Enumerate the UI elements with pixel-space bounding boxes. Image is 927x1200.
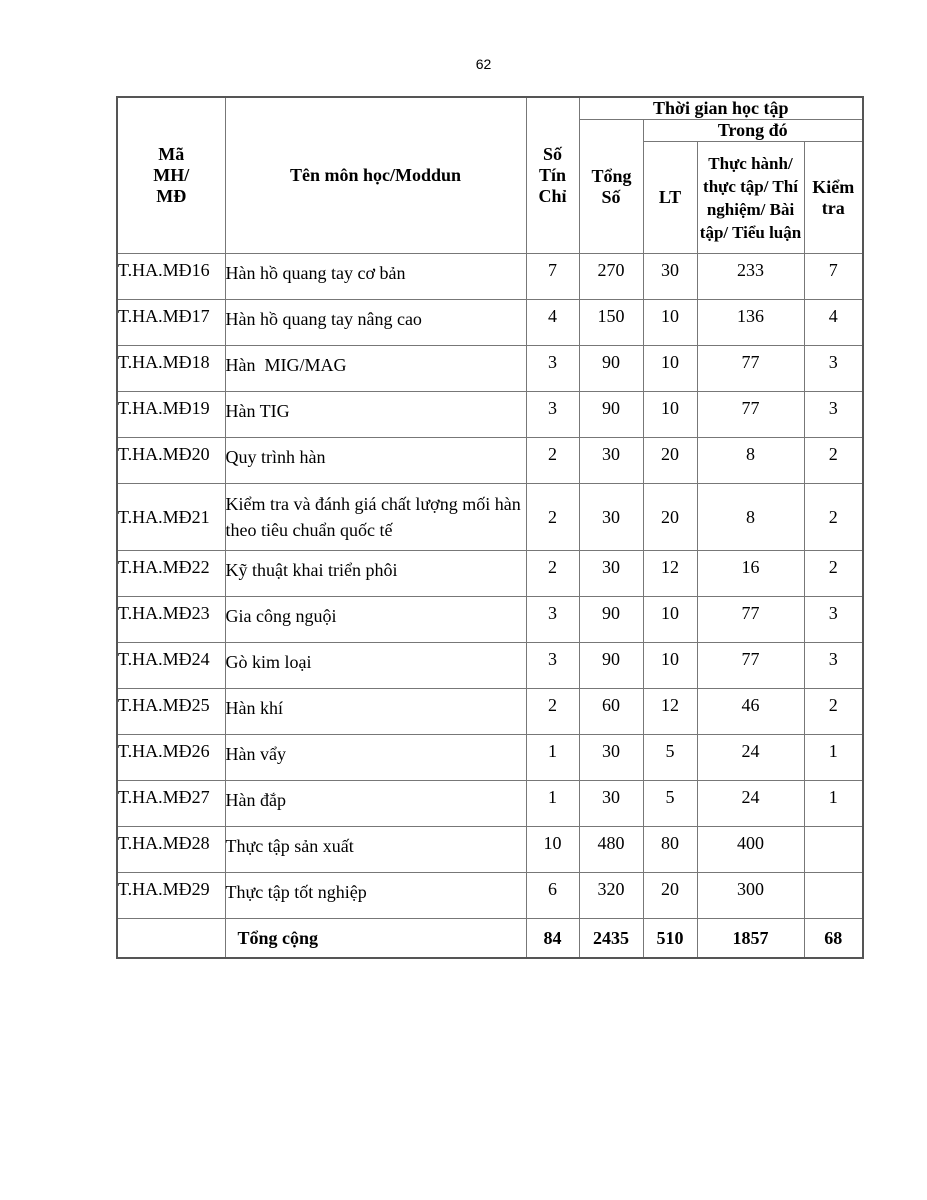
row-code: T.HA.MĐ16 xyxy=(117,254,225,300)
row-code: T.HA.MĐ19 xyxy=(117,392,225,438)
row-exam: 1 xyxy=(804,735,863,781)
header-theory: LT xyxy=(643,142,697,254)
header-total: Tổng Số xyxy=(579,120,643,254)
row-exam: 3 xyxy=(804,392,863,438)
row-name: Hàn khí xyxy=(225,689,526,735)
table-row xyxy=(117,438,863,484)
row-credits: 1 xyxy=(526,781,579,827)
table-row xyxy=(117,735,863,781)
total-exam: 68 xyxy=(804,919,863,959)
row-code: T.HA.MĐ26 xyxy=(117,735,225,781)
curriculum-table xyxy=(116,96,864,959)
row-exam: 7 xyxy=(804,254,863,300)
total-code xyxy=(117,919,225,959)
row-practice: 77 xyxy=(697,346,804,392)
table-row xyxy=(117,827,863,873)
row-name: Kiểm tra và đánh giá chất lượng mối hàn theo tiêu chuẩn quốc tế xyxy=(225,484,526,551)
row-total: 150 xyxy=(579,300,643,346)
row-theory: 12 xyxy=(643,689,697,735)
row-exam: 3 xyxy=(804,597,863,643)
row-name: Hàn TIG xyxy=(225,392,526,438)
table-row xyxy=(117,254,863,300)
row-name: Hàn MIG/MAG xyxy=(225,346,526,392)
table-header xyxy=(117,97,863,254)
table-row xyxy=(117,873,863,919)
row-name: Hàn đắp xyxy=(225,781,526,827)
table-row xyxy=(117,781,863,827)
row-exam: 4 xyxy=(804,300,863,346)
total-theory: 510 xyxy=(643,919,697,959)
row-credits: 4 xyxy=(526,300,579,346)
row-credits: 10 xyxy=(526,827,579,873)
row-exam: 2 xyxy=(804,484,863,551)
row-practice: 8 xyxy=(697,484,804,551)
row-theory: 10 xyxy=(643,346,697,392)
row-practice: 77 xyxy=(697,392,804,438)
row-total: 30 xyxy=(579,551,643,597)
row-practice: 300 xyxy=(697,873,804,919)
row-total: 60 xyxy=(579,689,643,735)
row-credits: 2 xyxy=(526,689,579,735)
row-theory: 10 xyxy=(643,392,697,438)
row-name: Hàn vẩy xyxy=(225,735,526,781)
row-practice: 400 xyxy=(697,827,804,873)
page-number: 62 xyxy=(475,56,492,72)
table-row xyxy=(117,346,863,392)
table-row xyxy=(117,392,863,438)
table-row xyxy=(117,551,863,597)
row-name: Hàn hồ quang tay cơ bản xyxy=(225,254,526,300)
total-credits: 84 xyxy=(526,919,579,959)
table-row xyxy=(117,643,863,689)
row-total: 320 xyxy=(579,873,643,919)
row-code: T.HA.MĐ25 xyxy=(117,689,225,735)
row-theory: 30 xyxy=(643,254,697,300)
row-code: T.HA.MĐ29 xyxy=(117,873,225,919)
row-total: 30 xyxy=(579,438,643,484)
row-exam: 2 xyxy=(804,689,863,735)
row-credits: 3 xyxy=(526,643,579,689)
header-code: Mã MH/ MĐ xyxy=(117,97,225,254)
row-credits: 2 xyxy=(526,551,579,597)
row-credits: 7 xyxy=(526,254,579,300)
header-credits: Số Tín Chỉ xyxy=(526,97,579,254)
row-theory: 20 xyxy=(643,438,697,484)
row-code: T.HA.MĐ28 xyxy=(117,827,225,873)
row-code: T.HA.MĐ22 xyxy=(117,551,225,597)
row-exam xyxy=(804,827,863,873)
row-exam xyxy=(804,873,863,919)
total-label: Tổng cộng xyxy=(225,919,526,959)
row-total: 90 xyxy=(579,346,643,392)
row-credits: 6 xyxy=(526,873,579,919)
row-name: Quy trình hàn xyxy=(225,438,526,484)
header-practice: Thực hành/ thực tập/ Thí nghiệm/ Bài tập/ Tiểu luận xyxy=(697,142,804,254)
row-credits: 3 xyxy=(526,597,579,643)
row-practice: 8 xyxy=(697,438,804,484)
row-theory: 10 xyxy=(643,300,697,346)
row-code: T.HA.MĐ20 xyxy=(117,438,225,484)
row-credits: 2 xyxy=(526,484,579,551)
row-practice: 24 xyxy=(697,735,804,781)
row-practice: 24 xyxy=(697,781,804,827)
table-row xyxy=(117,597,863,643)
row-total: 30 xyxy=(579,735,643,781)
header-of-which: Trong đó xyxy=(643,120,863,142)
row-practice: 46 xyxy=(697,689,804,735)
total-hours: 2435 xyxy=(579,919,643,959)
header-name: Tên môn học/Moddun xyxy=(225,97,526,254)
row-code: T.HA.MĐ23 xyxy=(117,597,225,643)
row-theory: 80 xyxy=(643,827,697,873)
row-code: T.HA.MĐ21 xyxy=(117,484,225,551)
row-exam: 3 xyxy=(804,346,863,392)
row-practice: 77 xyxy=(697,597,804,643)
row-name: Hàn hồ quang tay nâng cao xyxy=(225,300,526,346)
row-theory: 10 xyxy=(643,597,697,643)
row-name: Thực tập tốt nghiệp xyxy=(225,873,526,919)
row-name: Gia công nguội xyxy=(225,597,526,643)
row-credits: 3 xyxy=(526,346,579,392)
row-theory: 10 xyxy=(643,643,697,689)
row-theory: 20 xyxy=(643,873,697,919)
row-credits: 2 xyxy=(526,438,579,484)
row-total: 270 xyxy=(579,254,643,300)
row-theory: 5 xyxy=(643,735,697,781)
row-name: Kỹ thuật khai triển phôi xyxy=(225,551,526,597)
row-practice: 233 xyxy=(697,254,804,300)
row-credits: 3 xyxy=(526,392,579,438)
row-practice: 77 xyxy=(697,643,804,689)
row-theory: 12 xyxy=(643,551,697,597)
row-exam: 2 xyxy=(804,438,863,484)
row-code: T.HA.MĐ24 xyxy=(117,643,225,689)
row-credits: 1 xyxy=(526,735,579,781)
table-row xyxy=(117,484,863,551)
row-total: 90 xyxy=(579,392,643,438)
row-practice: 16 xyxy=(697,551,804,597)
row-practice: 136 xyxy=(697,300,804,346)
row-total: 30 xyxy=(579,781,643,827)
row-theory: 5 xyxy=(643,781,697,827)
row-name: Thực tập sản xuất xyxy=(225,827,526,873)
row-code: T.HA.MĐ18 xyxy=(117,346,225,392)
row-total: 90 xyxy=(579,643,643,689)
row-code: T.HA.MĐ17 xyxy=(117,300,225,346)
table-body xyxy=(117,254,863,959)
total-row xyxy=(117,919,863,959)
row-exam: 2 xyxy=(804,551,863,597)
total-practice: 1857 xyxy=(697,919,804,959)
header-exam: Kiểm tra xyxy=(804,142,863,254)
row-total: 30 xyxy=(579,484,643,551)
row-code: T.HA.MĐ27 xyxy=(117,781,225,827)
header-study-time: Thời gian học tập xyxy=(579,97,863,120)
table-row xyxy=(117,300,863,346)
table-row xyxy=(117,689,863,735)
row-theory: 20 xyxy=(643,484,697,551)
row-total: 480 xyxy=(579,827,643,873)
row-total: 90 xyxy=(579,597,643,643)
row-exam: 3 xyxy=(804,643,863,689)
row-name: Gò kim loại xyxy=(225,643,526,689)
row-exam: 1 xyxy=(804,781,863,827)
